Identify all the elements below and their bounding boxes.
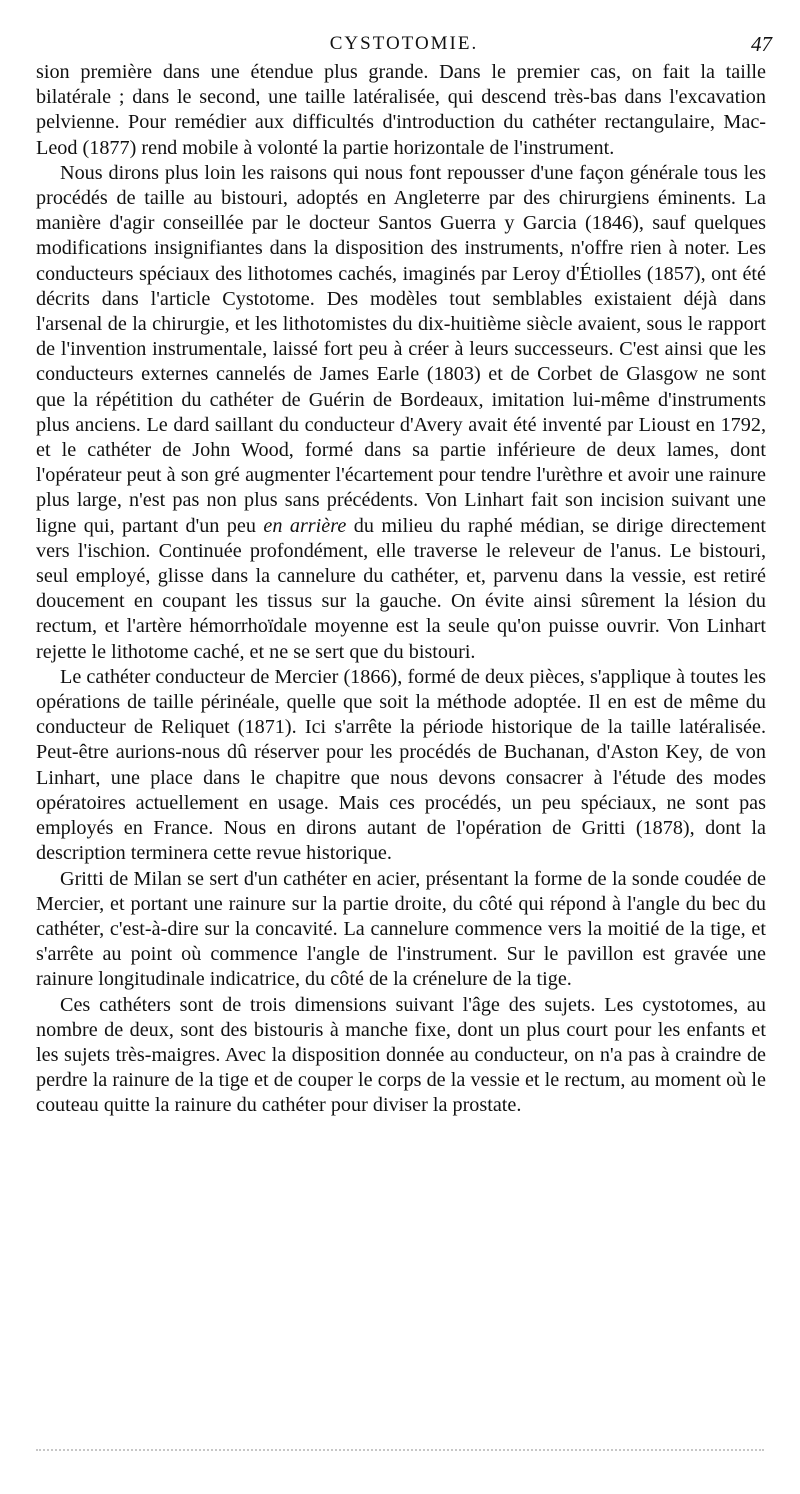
paragraph-2-text-before: Nous dirons plus loin les raisons qui nous font repousser d'une façon générale tous les procédés de taille au bistouri, adoptés en Angleterre par des chirurgiens éminents. La manière d'agir conseillée par le docteur Santos Guerra y Garcia (1846), sauf quelques modifications insignifiantes dans la disposition des instruments, n'offre rien à noter. Les conducteurs spéciaux des lithotomes cachés, imaginés par Leroy d'Étiolles (1857), ont été décrits dans l'article Cystotome. Des modèles tout semblables existaient déjà dans l'arsenal de la chirurgie, et les lithotomistes du dix-huitième siècle avaient, sous le rapport de l'invention instrumentale, laissé fort peu à créer à leurs successeurs. C'est ainsi que les conducteurs externes cannelés de James Earle (1803) et de Corbet de Glasgow ne sont que la répétition du cathéter de Guérin de Bordeaux, imitation lui-même d'instruments plus anciens. Le dard saillant du conducteur d'Avery avait été inventé par Lioust en 1792, et le cathéter de John Wood, formé dans sa partie inférieure de deux lames, dont l'opérateur peut à son gré augmenter l'écartement pour tendre l'urèthre et avoir une rainure plus large, n'est pas non plus sans précédents. Von Linhart fait son incision suivant une ligne qui, partant d'un peu xyxy=(36,161,766,537)
running-head xyxy=(36,30,772,58)
paragraph-5: Ces cathéters sont de trois dimensions suivant l'âge des sujets. Les cystotomes, au nombre de deux, sont des bistouris à manche fixe, dont un plus court pour les enfants et les sujets très-maigres. Avec la disposition donnée au conducteur, on n'a pas à craindre de perdre la rainure de la tige et de couper le corps de la vessie et le rectum, au moment où le couteau quitte la rainure du cathéter pour diviser la prostate. xyxy=(36,993,766,1117)
bottom-edge-bleed xyxy=(36,1449,764,1457)
paragraph-2-text-after: du milieu du raphé médian, se dirige directement vers l'ischion. Continuée profondément, elle traverse le releveur de l'anus. Le bistouri, seul employé, glisse dans la cannelure du cathéter, et, parvenu dans la vessie, est retiré doucement en coupant les tissus sur la gauche. On évite ainsi sûrement la lésion du rectum, et l'artère hémorrhoïdale moyenne est la seule qu'on puisse ouvrir. Von Linhart rejette le lithotome caché, et ne se sert que du bistouri. xyxy=(36,514,767,663)
page-number: 47 xyxy=(751,32,772,56)
paragraph-2-emphasis: en arrière xyxy=(263,514,347,537)
running-title: CYSTOTOMIE. xyxy=(329,33,479,54)
body-text xyxy=(36,60,766,1119)
paragraph-4: Gritti de Milan se sert d'un cathéter en acier, présentant la forme de la sonde coudée de Mercier, et portant une rainure sur la partie droite, du côté qui répond à l'angle du bec du cathéter, c'est-à-dire sur la concavité. La cannelure commence vers la moitié de la tige, et s'arrête au point où commence l'angle de l'instrument. Sur le pavillon est gravée une rainure longitudinale indicatrice, du côté de la crénelure de la tige. xyxy=(36,867,766,991)
paragraph-1: sion première dans une étendue plus grande. Dans le premier cas, on fait la taille bilatérale ; dans le second, une taille latéralisée, qui descend très-bas dans l'excavation pelvienne. Pour remédier aux difficultés d'introduction du cathéter rectangulaire, Mac-Leod (1877) rend mobile à volonté la partie horizontale de l'instrument. xyxy=(36,61,766,159)
paragraph-3: Le cathéter conducteur de Mercier (1866), formé de deux pièces, s'applique à toutes les opérations de taille périnéale, quelle que soit la méthode adoptée. Il en est de même du conducteur de Reliquet (1871). Ici s'arrête la période historique de la taille latéralisée. Peut-être aurions-nous dû réserver pour les procédés de Buchanan, d'Aston Key, de von Linhart, une place dans le chapitre que nous devons consacrer à l'étude des modes opératoires actuellement en usage. Mais ces procédés, un peu spéciaux, ne sont pas employés en France. Nous en dirons autant de l'opération de Gritti (1878), dont la description terminera cette revue historique. xyxy=(36,665,766,865)
paragraph-2 xyxy=(36,161,766,665)
